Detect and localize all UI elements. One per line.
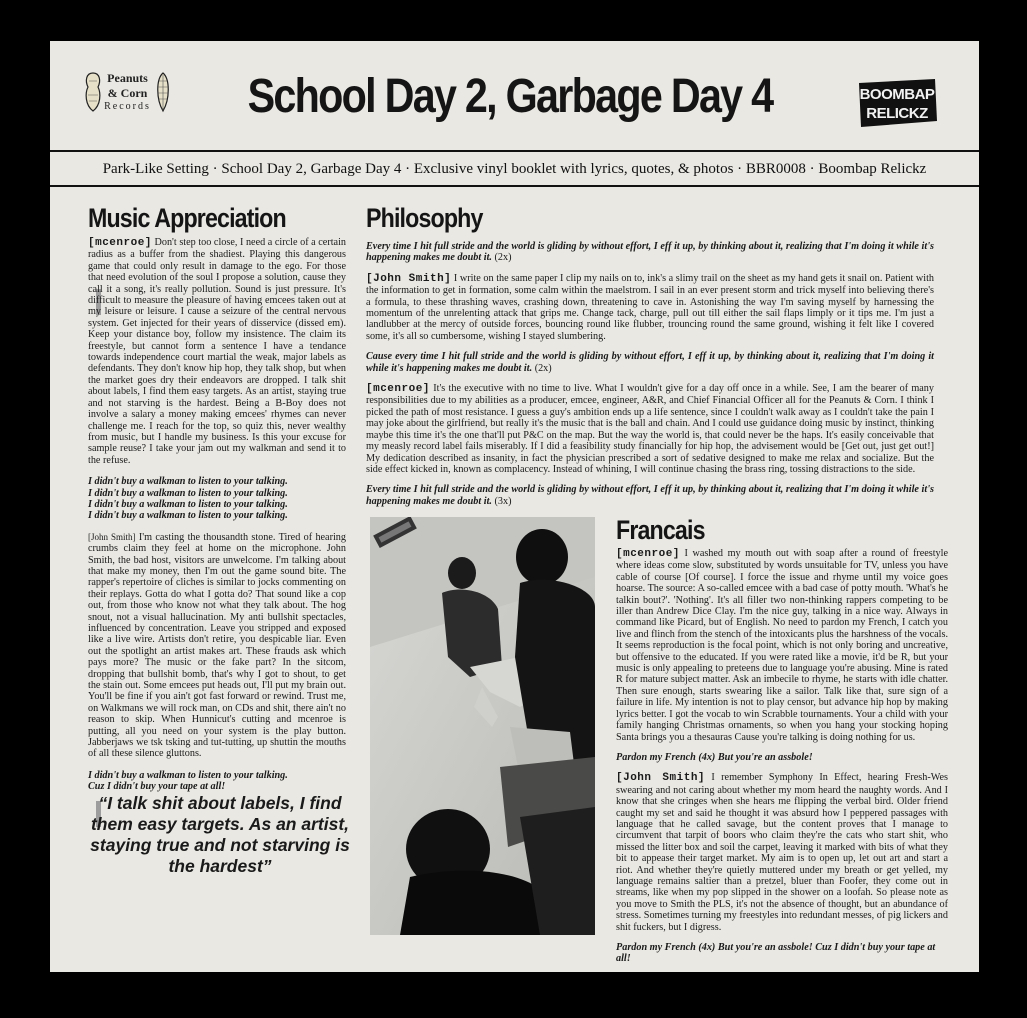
- music-appreciation-heading: Music Appreciation: [88, 203, 286, 233]
- logo-right-line2: RELICKZ: [866, 105, 928, 122]
- verse-text: Don't step too close, I need a circle of a certain radius as a buffer from the shadiest. Playing this dangerous game that could only result in damage to the ego. For those that need evolution of the soul I propose a solution, cause they call it a song, it's really pollution. Sound is just pressure. It's difficult to measure the pleasure of having emcees taken out at my leisure or leisure. I cause a seizure of the central nervous system. Get injected for their years of disservice (dissed em). Keep your distance boy, follow my insistence. The claim its freestyle, but cannot form a sentence I have a tendance towards independence court martial the weak, major labels as defendants. They don't know hip hop, they talk shop, but when the market goes dry their endeavors are dropped. I talk shit about labels, I find them easy targets. As an artist, staying true and not starving is the hardest. Being a B-Boy does not involve a salary a money making emcees' rhymes can never challenge me. I reach for the top, so quiz this, never wealthy from music, but I handle my business. Is this your excuse for sample reuse? I take your jam out my walkman and send it to the refuse.: [88, 237, 346, 466]
- booklet-page: [50, 41, 979, 972]
- peanut-icon: [82, 71, 104, 113]
- verse-paragraph: [88, 237, 346, 466]
- chorus-paragraph: [366, 484, 934, 507]
- chorus-text: Every time I hit full stride and the world is gliding by without effort, I eff it up, by thinking about it, realizing that I'm doing it while it's happening makes me doubt it.: [366, 484, 934, 507]
- chorus-paragraph: [366, 241, 934, 264]
- header: [50, 41, 979, 177]
- header-rule-bottom: [50, 185, 979, 187]
- verse-paragraph: [616, 772, 948, 933]
- chorus-line: I didn't buy a walkman to listen to your talking.: [88, 769, 288, 781]
- verse-paragraph: [616, 548, 948, 743]
- info-bar: Park-Like Setting · School Day 2, Garbage Day 4 · Exclusive vinyl booklet with lyrics, quotes, & photos · BBR0008 · Boombap Relickz: [102, 161, 927, 177]
- chorus-line: Pardon my French (4x) But you're an assbole! Cuz I didn't buy your tape at all!: [616, 942, 936, 965]
- repeat-count: (2x): [494, 252, 512, 264]
- verse-tag: [John Smith]: [616, 772, 706, 785]
- peanuts-corn-logo: [80, 71, 175, 141]
- verse-tag: [John Smith]: [88, 531, 136, 542]
- chorus-text: Cause every time I hit full stride and the world is gliding by without effort, I eff it up, by thinking about it, realizing that I'm doing it while it's happening makes me doubt it.: [366, 351, 934, 374]
- corn-icon: [153, 71, 173, 113]
- logo-left-line2: & Corn: [107, 86, 148, 100]
- repeat-count: (3x): [494, 495, 512, 507]
- chorus-line: I didn't buy a walkman to listen to your talking.: [88, 498, 288, 510]
- verse-paragraph: [366, 273, 934, 342]
- group-photo: [370, 517, 595, 935]
- chorus-line: Cuz I didn't buy your tape at all!: [88, 781, 226, 793]
- francais-column: [616, 548, 948, 965]
- chorus-text: Every time I hit full stride and the world is gliding by without effort, I eff it up, by thinking about it, realizing that I'm doing it while it's happening makes me doubt it.: [366, 241, 934, 264]
- boombap-relickz-logo: [855, 77, 939, 129]
- verse-text: I remember Symphony In Effect, hearing Fresh-Wes swearing and not caring about whether my mom heard the naughty words. And I know that she cringes when she hears me flipping the verbal bird. Older friend caught my set and said he thought it was absurd how I peppered passages with language that he called savage, but the content proves that I manage to circumvent that tarpit of boors who claim they're the cats who start shit, who missed the litter box and soil the carpet, leaving it marked with bits of what they bit to appease their target market. My aim is to open up, let out art and start a riot. And whether they're quietly muttered under my breath or get yelled, my language remains saltier than a pretzel, bluer than Foofer, they come out in streams, like when my pop slipped in the shower on a loofah. So please note as you move to Smith the PLS, it's not the absence of thought, but an abundance of stress. Sometimes turning my freestyles into redundant messes, of pig lickers and shit fuckers, but I digress.: [616, 772, 949, 933]
- header-rule-top: [50, 150, 979, 152]
- francais-heading: Francais: [616, 515, 705, 545]
- verse-tag: [mcenroe]: [366, 383, 430, 396]
- philosophy-column: [366, 241, 934, 507]
- verse-text: I'm casting the thousandth stone. Tired of hearing crumbs claim they feel at home on the microphone. John Smith, the bad host, visitors are unwelcome. I'm talking about that make my money, then I'm out the game sound bite. The rapper's repertoire of cliches is similar to jocks commenting on their replays. Gotta do what I gotta do? That sound like a cop out, from those who know not what they talk about. The hog snout, not a visual hallucination. My anti bullshit spectacles, influenced by concentration. Leave you stripped and exposed like a live wire. Artists don't retire, you despicable liar. Even out the spotlight an artist makes art. These frauds ask which pays more? The music or the fake part? In the sitcom, dropping that bullshit bomb, that's why I got to shout, to get the stain out. Some emcees put heads out, I'll put my brain out. You'll be fine if you ain't got fast forward or rewind. Trust me, on Walkmans we will rock man, on CDs and shit, there ain't no reason to skip. When Hunnicut's cutting and mcenroe is putting, all you need on your system is the play button. Jabberjaws we tsk tsking and tut-tutting, up shuttin the mouths of all these silence gluttons.: [88, 531, 346, 760]
- logo-right-line1: BOOMBAP: [859, 86, 935, 103]
- philosophy-heading: Philosophy: [366, 203, 483, 233]
- pull-quote: “I talk shit about labels, I find them easy targets. As an artist, staying true and not starving is the hardest”: [90, 793, 350, 876]
- repeat-count: (2x): [534, 362, 552, 374]
- chorus-line: Pardon my French (4x) But you're an assbole!: [616, 751, 813, 763]
- verse-text: I write on the same paper I clip my nails on to, ink's a slimy trail on the sheet as my hand gets it snail on. Patient with the information to get in formation, some calm within the maelstrom. I sail in an ever present storm and trick myself into believing there's a formula, to these thrashing waves, crashing down, threatening to cave in. Astonishing the way I'm saving myself by harnessing the momentum of the unrelenting attack that grips me. Change tack, charge, pull out till either the sail flaps limply or it tips me. I'm just a landlubber at the mercy of outside forces, bouncing round like flubber, trouncing round the same ground, wishing it felt like I covered some, it's all so cumbersome, wishing I stayed slumbering.: [366, 272, 934, 342]
- photo-illustration: [370, 517, 595, 935]
- chorus-paragraph: [366, 351, 934, 374]
- logo-left-line3: Records: [104, 101, 151, 112]
- verse-tag: [John Smith]: [366, 272, 452, 285]
- chorus-line: I didn't buy a walkman to listen to your talking.: [88, 510, 288, 522]
- chorus-line: I didn't buy a walkman to listen to your talking.: [88, 487, 288, 499]
- chorus-line: I didn't buy a walkman to listen to your talking.: [88, 476, 288, 488]
- verse-tag: [mcenroe]: [88, 237, 152, 249]
- page-title: School Day 2, Garbage Day 4: [247, 70, 773, 123]
- verse-paragraph: [88, 532, 346, 760]
- verse-paragraph: [366, 383, 934, 475]
- music-appreciation-column: [88, 237, 346, 793]
- logo-left-line1: Peanuts: [107, 71, 148, 85]
- verse-text: I washed my mouth out with soap after a round of freestyle where ideas come slow, substituted by words unsuitable for TV, unless you have cable of course [Of course]. I force the issue and rhyme until my voice goes hoarse. The source: A so-called emcee with a bad case of potty mouth. 'What's he talkin bout?'. 'Nothing'. It's all filler two non-thinking rappers competing to be iller than Andrew Dice Clay. I'm the nice guy, talking in a nice way. Always in command like Picard, but of English. No need to pardon my French, I catch you live and flinch from the stench of the intoxicants plus the harshness of the vocals. It seems reproduction is the focal point, which is not only boring and uncreative, but offensive to the educated. If you were rated like a movie, it'd be R, but your music is only appealing to preteens due to language you're abusing. Mine is rated R for mature subject matter. Ask an imbecile to rhyme, he starts with idle chatter. Then sure enough, starts swearing like a sailor. Talk like that, sure sign of a failure in life. My intention is not to play censor, but advance hip hop by making lyrics better. I got the vocab to win Scrabble tournaments. Your a child with your family hanging Christmas ornaments, so when you hang your stocking hoping Santa brings you a thesauras Cause you're talking is doing nothing for us.: [616, 548, 949, 743]
- verse-tag: [mcenroe]: [616, 548, 680, 560]
- verse-text: It's the executive with no time to live. What I wouldn't give for a day off once in a while. See, I am the bearer of many responsibilities due to my abilities as a producer, emcee, engineer, A&R, and Chief Financial Officer all for the Peanuts & Corn. I think I picked the path of most resistance. I guess a guy's ambition ends up a life sentence, since I couldn't walk away as I couldn't take the pain I may joke about the girlfriend, but really it's the music that is the ball and chain. And I could use guidance doing music by instinct, thinking maybe this time it's the one that'll put P&C on the map. But the way the world is, that could never be the haps. It's easily conceivable that my measly record label fails miserably. If I did a feasibility study financially for hip hop, the advisement would be [Get out, just get out!] My dedication described as insanity, in fact the physician prescribed a sort of sedative designed to make me relax and socialize. But the side effect kicked in, known as complacency. Instead of whining, I will continue chasing the brass ring, tossing distractions to the side.: [366, 383, 934, 475]
